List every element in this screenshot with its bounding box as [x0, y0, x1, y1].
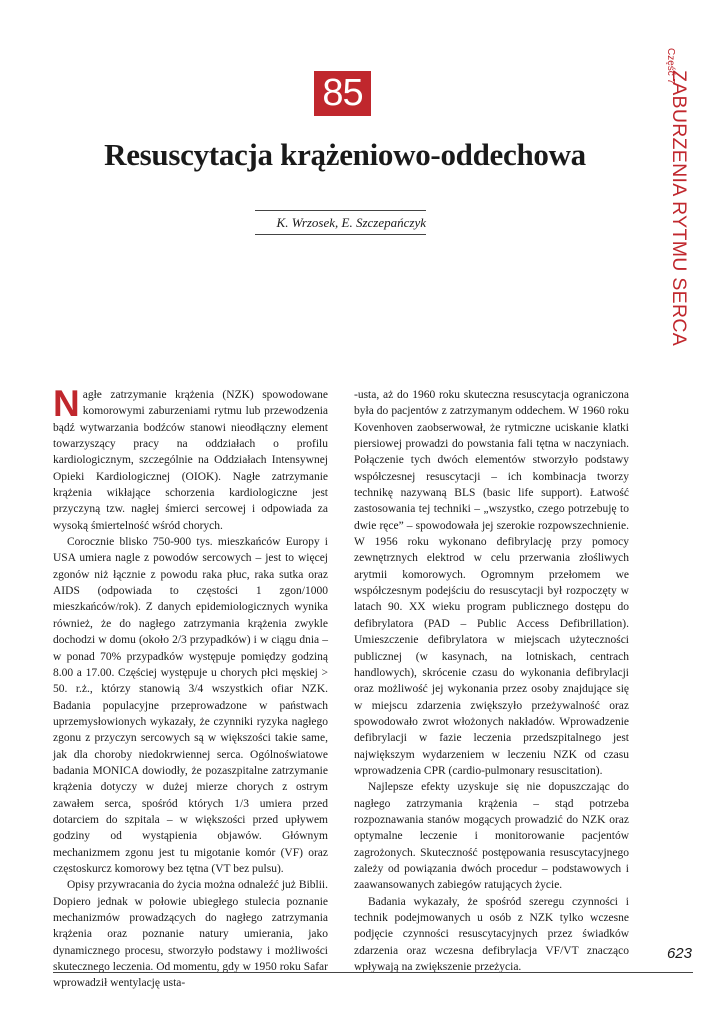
authors: K. Wrzosek, E. Szczepańczyk: [276, 215, 426, 230]
part-label: Część 7: [665, 48, 676, 85]
paragraph: Opisy przywracania do życia można odnaleźć już Biblii. Dopiero jednak w połowie ubiegłego stulecia poznanie mechanizmów prowadzących do nagłego zatrzymania krążenia oraz poznanie natury umierania, jako dynamicznego procesu, stworzyło podstawy i możliwości skutecznego leczenia. Od momentu, gdy w 1950 roku Safar wprowadził wentylację usta-: [53, 879, 328, 990]
chapter-title: Resuscytacja krążeniowo-oddechowa: [104, 137, 586, 172]
footer-rule: [53, 972, 693, 973]
paragraph: Badania wykazały, że spośród szeregu czynności i technik podejmowanych u osób z NZK tylko wczesne podjęcie czynności resuscytacyjnych przez świadków zdarzenia oraz wczesna defibrylacja VF/VT znacząco wpływają na zwiększenie przeżycia.: [354, 895, 629, 974]
section-label: ZABURZENIA RYTMU SERCA: [668, 70, 690, 347]
authors-block: [255, 210, 426, 235]
chapter-number: 85: [314, 71, 371, 116]
paragraph-text: agłe zatrzymanie krążenia (NZK) spowodowane komorowymi zaburzeniami rytmu lub przewodzenia bądź wytwarzania bodźców stanowi nieodłączny element towarzyszący pracy na oddziałach o profilu kardiologicznym, szczególnie na Oddziałach Intensywnej Opieki Kardiologicznej (OIOK). Nagłe zatrzymanie krążenia wikłające schorzenia kardiologiczne jest przyczyną tzw. nagłej śmierci sercowej i odpowiada za wysoką śmiertelność wśród chorych.: [53, 389, 328, 532]
authors-bottom-rule: [255, 234, 426, 235]
left-column: [53, 383, 328, 992]
drop-cap: N: [53, 383, 80, 424]
paragraph: Corocznie blisko 750-900 tys. mieszkańców Europy i USA umiera nagle z powodów sercowych – jest to więcej zgonów niż łącznie z powodu raka płuc, raka sutka oraz AIDS (odpowiada to częstości 1 zgon/1000 mieszkańców/rok). Z danych epidemiologicznych wynika również, że do nagłego zatrzymania krążenia zwykle dochodzi w domu (około 2/3 przypadków) i w ciągu dnia – w ponad 70% przypadków występuje pomiędzy godziną 8.00 a 17.00. Częściej występuje u chorych płci męskiej > 50. r.ż., którzy stanowią 3/4 wszystkich ofiar NZK. Badania populacyjne przeprowadzone w państwach uprzemysłowionych wykazały, że czynniki ryzyka nagłego zgonu z przyczyn sercowych są w większości takie same, jak dla choroby niedokrwiennej serca. Ogólnoświatowe badania MONICA dowiodły, że pozaszpitalne zatrzymanie krążenia dotyczy w dużej mierze chorych z ostrym zawałem serca, spośród których 1/3 umiera przed dotarciem do szpitala – w większości przed upływem godziny od wystąpienia objawów. Głównym mechanizmem zgonu jest tu migotanie komór (VF) oraz częstoskurcz komorowy bez tętna (VT bez pulsu).: [53, 536, 328, 875]
page-number: 623: [666, 945, 692, 962]
right-column: [354, 387, 629, 975]
paragraph: -usta, aż do 1960 roku skuteczna resuscytacja ograniczona była do pacjentów z zatrzymanym oddechem. W 1960 roku Kovenhoven zaobserwował, że rytmiczne uciskanie klatki piersiowej prowadzi do powstania fali tętna w naczyniach. Połączenie tych dwóch elementów stworzyło podstawy współczesnej resuscytacji – ich kombinacja tworzy technikę nazywaną BLS (basic life support). Łatwość zastosowania tej techniki – „wszystko, czego potrzebuję to dwie ręce” – spowodowała jej szerokie rozpowszechnienie. W 1956 roku wykonano defibrylację przy pomocy zewnętrznych elektrod w celu przerwania złośliwych arytmii komorowych. Ogromnym przełomem we współczesnym podejściu do resuscytacji był rozpoczęty w latach 90. XX wieku program publicznego dostępu do defibrylatora (PAD – Public Access Defibrillation). Umieszczenie defibrylatora w miejscach użyteczności publicznej (w kasynach, na lotniskach, centrach handlowych), skrócenie czasu do wykonania defibrylacji oraz możliwość jej wykonania przez osoby znajdujące się w miejscu zdarzenia zwiększyło przeżywalność oraz spowodowało zwrot włożonych nakładów. Wprowadzenie defibrylacji w fazie leczenia przedszpitalnego jest największym wydarzeniem w leczeniu NZK od czasu wprowadzenia CPR (cardio-pulmonary resuscitation).: [354, 389, 629, 777]
paragraph: Najlepsze efekty uzyskuje się nie dopuszczając do nagłego zatrzymania krążenia – stąd potrzeba rozpoznawania stanów mogących prowadzić do NZK oraz optymalne leczenie i monitorowanie pacjentów zagrożonych. Skuteczność postępowania resuscytacyjnego zależy od powiązania dwóch procedur – podstawowych i zaawansowanych zabiegów ratujących życie.: [354, 781, 629, 892]
paragraph: [53, 383, 328, 534]
